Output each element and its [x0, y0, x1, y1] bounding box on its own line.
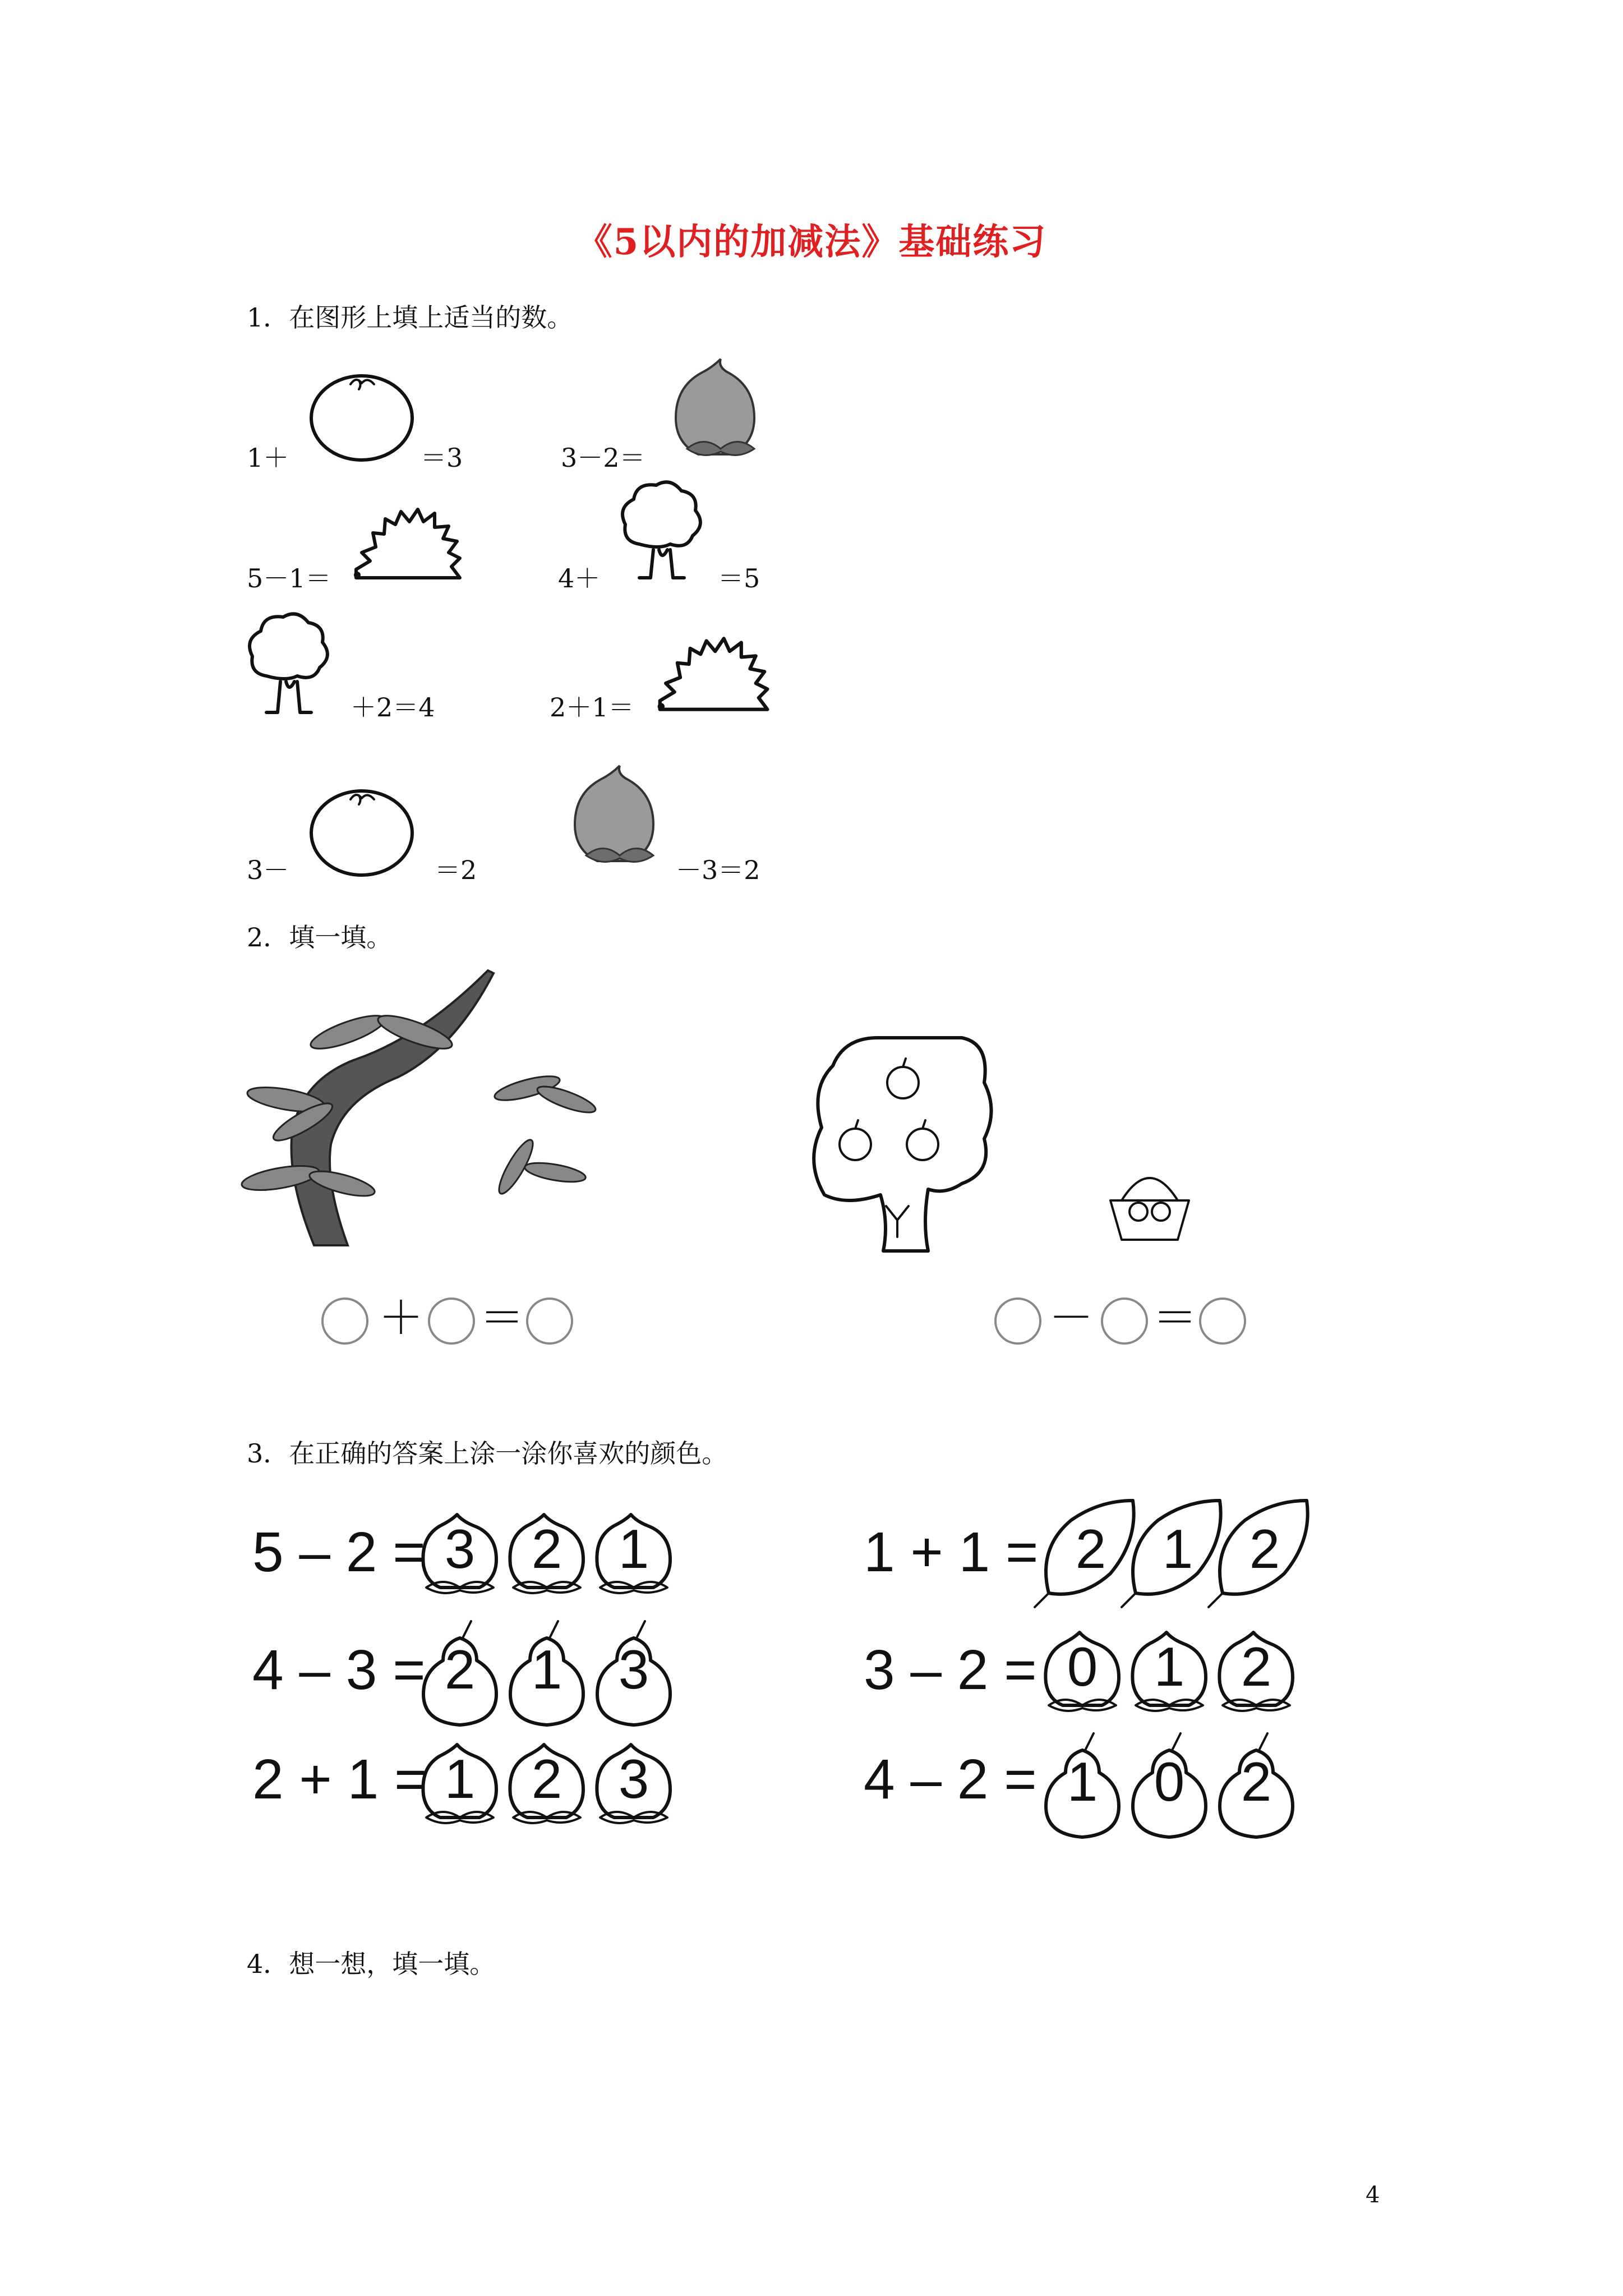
q1-item-4-before: 4＋: [558, 563, 601, 593]
q3-right-row2-option2-label: 1: [1154, 1636, 1185, 1697]
q2-right-circle-3[interactable]: [1197, 1296, 1248, 1346]
q3-left-row3-option3-label: 3: [618, 1748, 649, 1810]
q3-left-row2-option3-label: 3: [618, 1639, 649, 1700]
q2-right-circle-1[interactable]: [993, 1296, 1043, 1346]
q2-left-op-plus: ＋: [379, 1293, 423, 1343]
q1-item-1-after: ＝3: [421, 443, 463, 473]
question-2-prompt: 2．填一填。: [247, 922, 393, 953]
q3-right-row3-option2-label: 0: [1154, 1751, 1185, 1812]
q3-left-eq-1: 5 – 2 =: [252, 1521, 426, 1584]
q2-left-circle-3[interactable]: [524, 1296, 575, 1346]
apple-tree-icon: [802, 1027, 1015, 1262]
q3-left-row3-option2-label: 2: [531, 1748, 562, 1810]
q3-left-eq-3: 2 + 1 =: [252, 1748, 427, 1811]
q1-item-3-before: 5－1＝: [247, 563, 331, 593]
question-4-prompt: 4．想一想，填一填。: [247, 1949, 496, 1979]
basket-icon: [1105, 1167, 1195, 1245]
hedgehog-icon: [653, 634, 771, 715]
tomato-icon: [306, 365, 418, 466]
q1-item-6-before: 2＋1＝: [550, 692, 634, 723]
q1-item-7-after: ＝2: [435, 855, 477, 885]
q3-left-row1-option3-label: 1: [618, 1518, 649, 1580]
q3-right-eq-3: 4 – 2 =: [864, 1748, 1037, 1811]
question-1-prompt: 1．在图形上填上适当的数。: [247, 302, 573, 333]
q3-left-row3-option1-label: 1: [444, 1748, 476, 1810]
q1-item-4-after: ＝5: [718, 563, 760, 593]
q3-right-row2-option1-label: 0: [1067, 1636, 1098, 1697]
dragonflies-icon: [252, 970, 617, 1251]
q3-left-row2-option2-label: 1: [531, 1639, 562, 1700]
tomato-icon: [306, 780, 418, 881]
peach-icon: [665, 348, 777, 466]
q3-right-row3-option1-label: 1: [1067, 1751, 1098, 1812]
q3-right-eq-1: 1 + 1 =: [864, 1521, 1039, 1584]
tree-icon: [617, 482, 707, 583]
q3-left-row1-option2-label: 2: [531, 1518, 562, 1580]
q3-right-eq-2: 3 – 2 =: [864, 1639, 1037, 1701]
q3-left-row2-option1-label: 2: [444, 1639, 476, 1700]
q3-left-row1-option1-label: 3: [444, 1518, 476, 1580]
q3-right-row1-option2-label: 1: [1162, 1518, 1193, 1580]
q2-left-circle-1[interactable]: [320, 1296, 370, 1346]
q3-right-row2-option3-label: 2: [1241, 1636, 1272, 1697]
q1-item-7-before: 3－: [247, 855, 289, 885]
question-3-prompt: 3．在正确的答案上涂一涂你喜欢的颜色。: [247, 1438, 728, 1469]
q1-item-8-after: －3＝2: [676, 855, 760, 885]
q2-right-op-minus: －: [1049, 1293, 1094, 1343]
q1-item-2-before: 3－2＝: [561, 443, 645, 473]
page-number: 4: [1366, 2182, 1380, 2208]
peach-icon: [564, 752, 676, 875]
q2-right-op-equals: ＝: [1152, 1293, 1197, 1343]
q1-item-5-after: ＋2＝4: [351, 692, 435, 723]
q3-right-row3-option3-label: 2: [1241, 1751, 1272, 1812]
q3-right-row1-option1-label: 2: [1075, 1518, 1106, 1580]
tree-icon: [244, 611, 339, 718]
hedgehog-icon: [351, 505, 463, 583]
q2-left-circle-2[interactable]: [426, 1296, 477, 1346]
q2-right-circle-2[interactable]: [1099, 1296, 1150, 1346]
q2-left-op-equals: ＝: [479, 1293, 524, 1343]
q3-right-row1-option3-label: 2: [1249, 1518, 1280, 1580]
q1-item-1-before: 1＋: [247, 443, 289, 473]
q3-left-eq-2: 4 – 3 =: [252, 1639, 426, 1701]
page-title: 《5以内的加减法》基础练习: [576, 221, 1047, 263]
